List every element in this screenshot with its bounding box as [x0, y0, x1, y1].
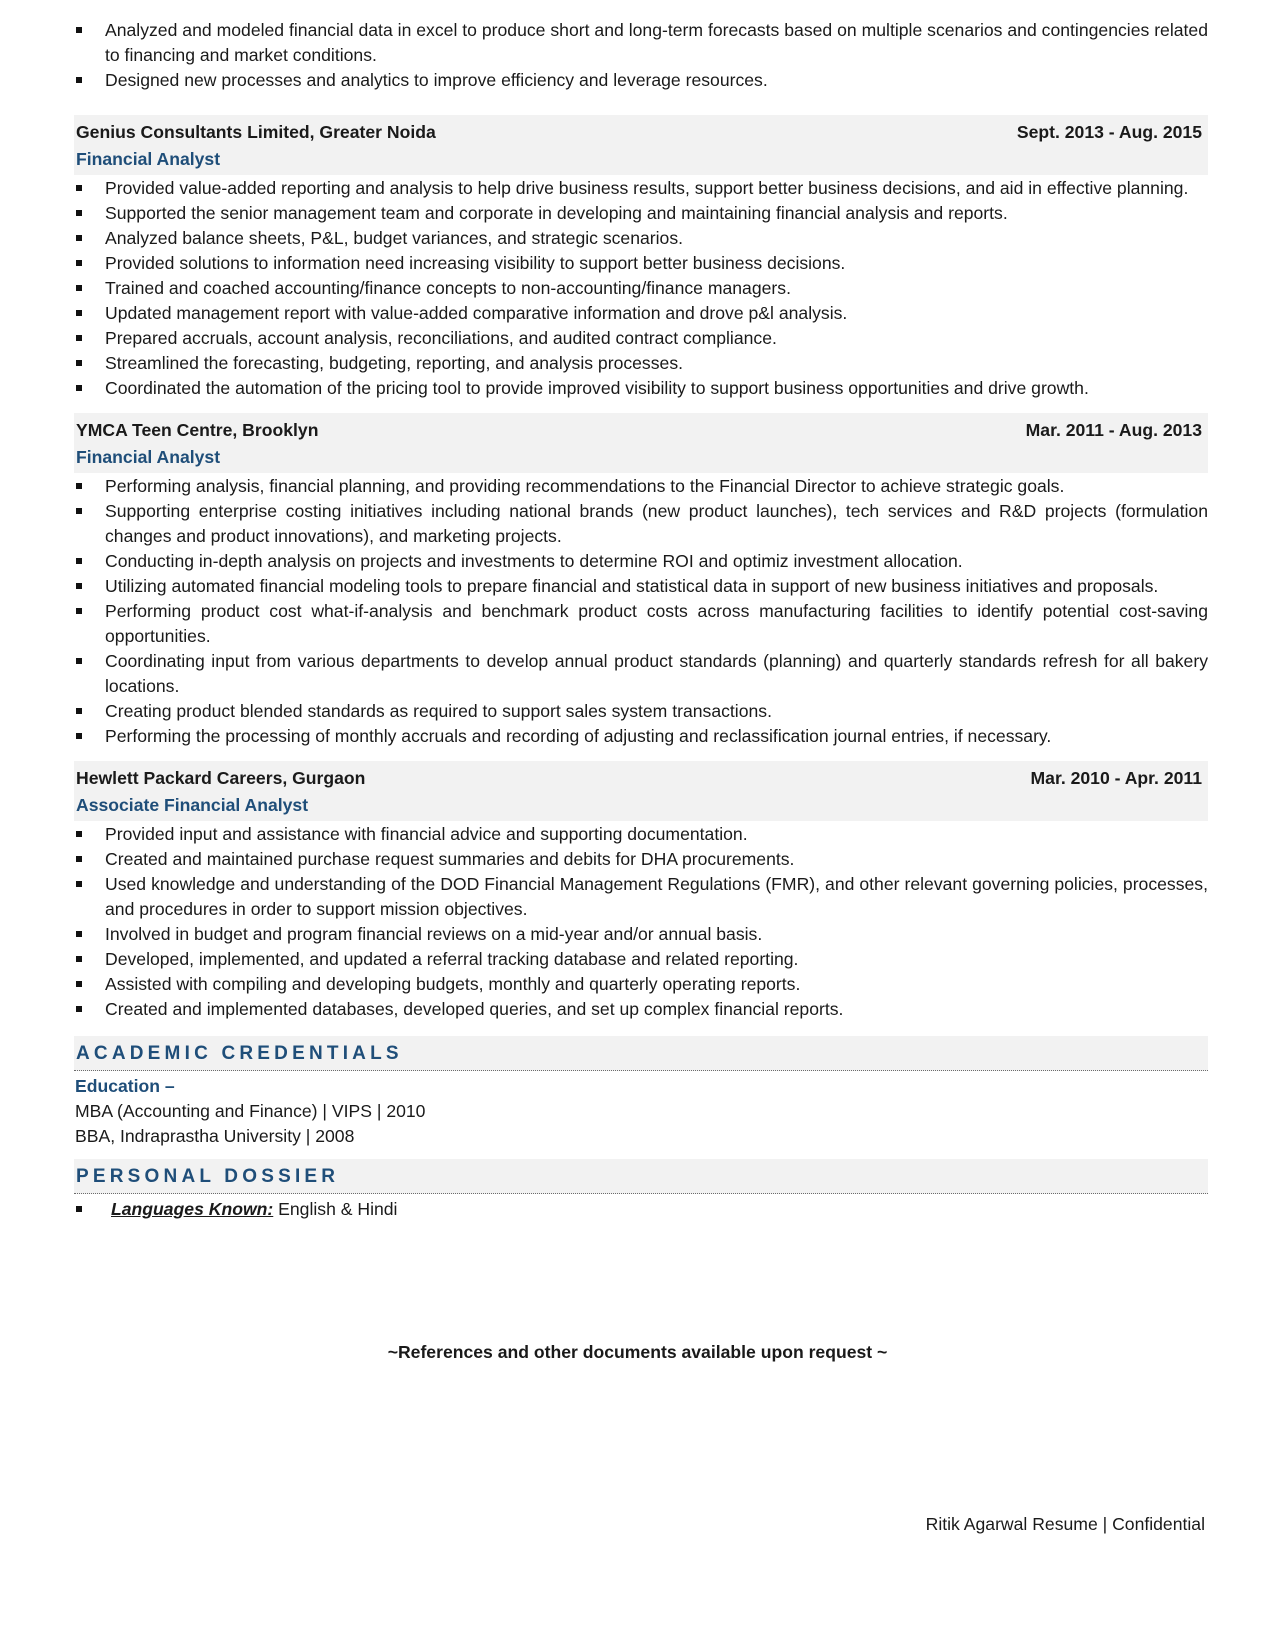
list-item: Creating product blended standards as required to support sales system transactions.: [74, 699, 1208, 724]
job-dates: Sept. 2013 - Aug. 2015: [1016, 122, 1202, 142]
section-header: [74, 1036, 1208, 1071]
education-line: BBA, Indraprastha University | 2008: [75, 1126, 355, 1146]
section-title: ACADEMIC CREDENTIALS: [76, 1043, 403, 1064]
section-header: [74, 1159, 1208, 1194]
job-dates: Mar. 2010 - Apr. 2011: [1030, 768, 1202, 788]
references-note: ~References and other documents available upon request ~: [387, 1342, 888, 1362]
job-bullet-list: [74, 474, 1208, 749]
list-item: Performing analysis, financial planning, and providing recommendations to the Financial Director to achieve strategic goals.: [74, 474, 1208, 499]
education-line: MBA (Accounting and Finance) | VIPS | 2010: [75, 1101, 426, 1121]
list-item: Designed new processes and analytics to improve efficiency and leverage resources.: [74, 68, 1208, 93]
list-item: Performing the processing of monthly accruals and recording of adjusting and reclassification journal entries, if necessary.: [74, 724, 1208, 749]
list-item: Provided value-added reporting and analysis to help drive business results, support better business decisions, and aid in effective planning.: [74, 176, 1208, 201]
dossier-list: [74, 1197, 1208, 1222]
languages-value: English & Hindi: [273, 1199, 398, 1219]
list-item: Analyzed and modeled financial data in excel to produce short and long-term forecasts based on multiple scenarios and contingencies related to financing and market conditions.: [74, 18, 1208, 68]
list-item: Created and implemented databases, developed queries, and set up complex financial reports.: [74, 997, 1208, 1022]
company-name: YMCA Teen Centre, Brooklyn: [76, 420, 319, 440]
job-role: Financial Analyst: [76, 149, 221, 169]
job-entry: [74, 115, 1208, 401]
list-item: Supporting enterprise costing initiatives including national brands (new product launches), tech services and R&D projects (formulation changes and product innovations), and marketing projects.: [74, 499, 1208, 549]
list-item: Streamlined the forecasting, budgeting, reporting, and analysis processes.: [74, 351, 1208, 376]
job-bullet-list: [74, 822, 1208, 1022]
education-label: Education –: [75, 1076, 175, 1096]
list-item: Updated management report with value-added comparative information and drove p&l analysis.: [74, 301, 1208, 326]
list-item: Analyzed balance sheets, P&L, budget variances, and strategic scenarios.: [74, 226, 1208, 251]
company-name: Hewlett Packard Careers, Gurgaon: [76, 768, 366, 788]
list-item: Provided solutions to information need increasing visibility to support better business decisions.: [74, 251, 1208, 276]
job-dates: Mar. 2011 - Aug. 2013: [1025, 420, 1202, 440]
company-name: Genius Consultants Limited, Greater Noida: [76, 122, 436, 142]
list-item: Assisted with compiling and developing budgets, monthly and quarterly operating reports.: [74, 972, 1208, 997]
list-item: [74, 1197, 1208, 1222]
intro-bullet-list: [74, 18, 1208, 93]
list-item: Prepared accruals, account analysis, reconciliations, and audited contract compliance.: [74, 326, 1208, 351]
job-header: [74, 761, 1208, 821]
list-item: Performing product cost what-if-analysis and benchmark product costs across manufacturing facilities to identify potential cost-saving opportunities.: [74, 599, 1208, 649]
job-bullet-list: [74, 176, 1208, 401]
list-item: Involved in budget and program financial reviews on a mid-year and/or annual basis.: [74, 922, 1208, 947]
job-entry: [74, 761, 1208, 1022]
job-role: Associate Financial Analyst: [76, 795, 309, 815]
job-entry: [74, 413, 1208, 749]
job-header: [74, 115, 1208, 175]
list-item: Supported the senior management team and corporate in developing and maintaining financial analysis and reports.: [74, 201, 1208, 226]
dossier-section: [74, 1159, 1208, 1222]
list-item: Coordinated the automation of the pricing tool to provide improved visibility to support business opportunities and drive growth.: [74, 376, 1208, 401]
list-item: Conducting in-depth analysis on projects and investments to determine ROI and optimiz investment allocation.: [74, 549, 1208, 574]
resume-page: [74, 18, 1208, 1222]
page-footer: Ritik Agarwal Resume | Confidential: [925, 1514, 1205, 1534]
list-item: Utilizing automated financial modeling tools to prepare financial and statistical data in support of new business initiatives and proposals.: [74, 574, 1208, 599]
list-item: Used knowledge and understanding of the DOD Financial Management Regulations (FMR), and other relevant governing policies, processes, and procedures in order to support mission objectives.: [74, 872, 1208, 922]
academic-section: [74, 1036, 1208, 1149]
job-role: Financial Analyst: [76, 447, 221, 467]
list-item: Coordinating input from various departments to develop annual product standards (planning) and quarterly standards refresh for all bakery locations.: [74, 649, 1208, 699]
list-item: Provided input and assistance with financial advice and supporting documentation.: [74, 822, 1208, 847]
languages-label: Languages Known:: [111, 1199, 274, 1219]
job-header: [74, 413, 1208, 473]
list-item: Created and maintained purchase request summaries and debits for DHA procurements.: [74, 847, 1208, 872]
list-item: Trained and coached accounting/finance concepts to non-accounting/finance managers.: [74, 276, 1208, 301]
list-item: Developed, implemented, and updated a referral tracking database and related reporting.: [74, 947, 1208, 972]
section-title: PERSONAL DOSSIER: [76, 1166, 340, 1187]
